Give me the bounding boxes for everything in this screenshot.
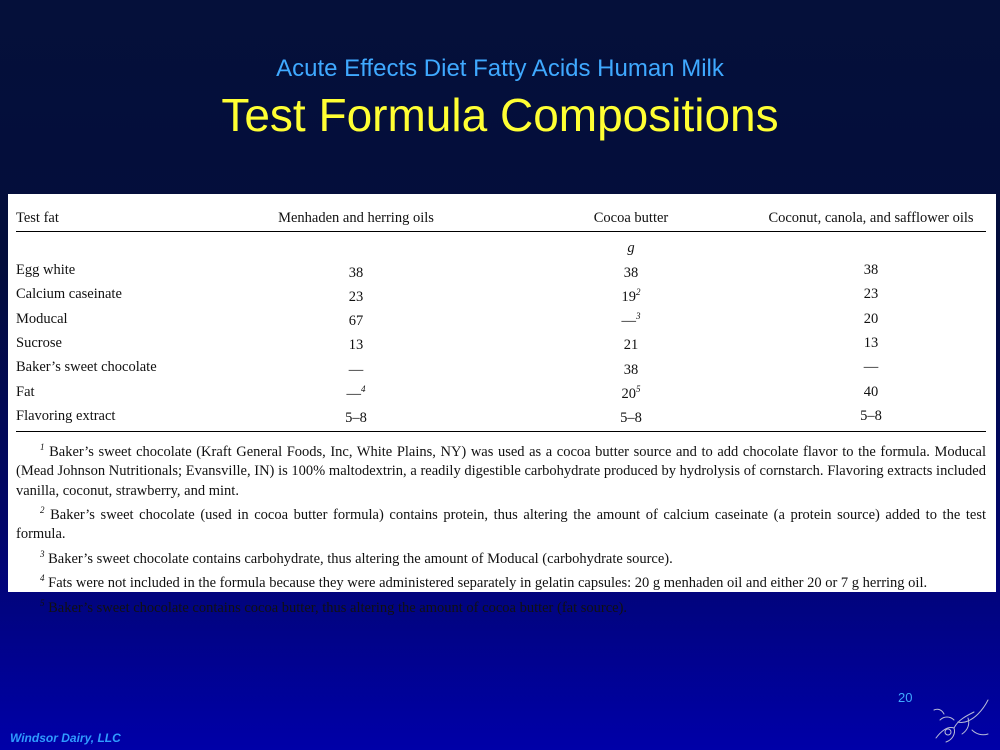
slide-number: 20 bbox=[898, 690, 913, 705]
table-panel bbox=[8, 194, 996, 616]
table-row bbox=[16, 356, 986, 380]
table-cell: $20^5$ bbox=[621, 384, 641, 402]
column-header: Cocoa butter bbox=[506, 202, 756, 232]
table-row bbox=[16, 404, 986, 431]
column-header: Coconut, canola, and safflower oils bbox=[756, 202, 986, 232]
row-label: Moducal bbox=[16, 310, 68, 327]
footnote: $^2$ Baker’s sweet chocolate (used in cocoa butter formula) contains protein, thus altering the amount of calcium caseinate (a protein source) added to the test formula. bbox=[16, 505, 987, 543]
table-row bbox=[16, 259, 986, 283]
table-header-row bbox=[16, 202, 986, 232]
row-label: Egg white bbox=[16, 261, 76, 278]
table-cell: — bbox=[348, 361, 364, 378]
table-cell: 67 bbox=[348, 312, 364, 329]
table-cell: 38 bbox=[623, 264, 639, 281]
table-cell: —$^4$ bbox=[346, 384, 366, 402]
table-cell: 5–8 bbox=[756, 404, 986, 431]
footnote: $^3$ Baker’s sweet chocolate contains carbohydrate, thus altering the amount of Moducal (carbohydrate source). bbox=[40, 548, 673, 567]
slide-subtitle: Acute Effects Diet Fatty Acids Human Milk bbox=[276, 55, 724, 82]
table-cell: — bbox=[863, 359, 879, 376]
table-cell: 5–8 bbox=[206, 404, 506, 431]
row-label: Fat bbox=[16, 383, 35, 400]
row-label: Sucrose bbox=[16, 334, 62, 351]
composition-table bbox=[16, 202, 986, 432]
table-cell: 38 bbox=[623, 361, 639, 378]
logo-sketch-icon bbox=[928, 690, 994, 748]
footnote: $^1$ Baker’s sweet chocolate (Kraft General Foods, Inc, White Plains, NY) was used as a cocoa butter source and to add chocolate flavor to the formula. Moducal (Mead Johnson Nutritionals; Evansville, IN) is 100% maltodextrin, a readily digestible carbohydrate produced by hydrolysis of cornstarch. Flavoring extracts included vanilla, coconut, strawberry, and mint. bbox=[16, 441, 987, 499]
table-cell: 5–8 bbox=[506, 404, 756, 431]
table-cell: 13 bbox=[348, 337, 364, 354]
column-header: Menhaden and herring oils bbox=[206, 202, 506, 232]
table-row bbox=[16, 331, 986, 355]
table-row bbox=[16, 380, 986, 404]
footnote: $^5$ Baker’s sweet chocolate contains cocoa butter, thus altering the amount of cocoa butter (fat source). bbox=[40, 597, 628, 616]
table-cell: 38 bbox=[863, 261, 879, 278]
unit-label: g bbox=[627, 240, 635, 256]
table-cell: 40 bbox=[863, 383, 879, 400]
table-cell: 13 bbox=[863, 334, 879, 351]
footer-label: Windsor Dairy, LLC bbox=[10, 731, 121, 745]
slide-title: Test Formula Compositions bbox=[221, 89, 779, 141]
column-header: Test fat bbox=[16, 202, 206, 232]
table-cell: 21 bbox=[623, 337, 639, 354]
row-label: Baker’s sweet chocolate bbox=[16, 359, 157, 376]
table-row bbox=[16, 283, 986, 307]
table-cell: 38 bbox=[348, 264, 364, 281]
table-cell: 20 bbox=[863, 310, 879, 327]
row-label: Calcium caseinate bbox=[16, 286, 122, 303]
table-cell: $19^2$ bbox=[621, 286, 641, 305]
table-cell: 23 bbox=[348, 288, 364, 305]
footnotes bbox=[16, 438, 986, 618]
table-cell: 23 bbox=[863, 286, 879, 303]
table-row bbox=[16, 307, 986, 331]
unit-row bbox=[16, 232, 986, 259]
row-label: Flavoring extract bbox=[16, 404, 206, 431]
table-cell: —$^3$ bbox=[621, 311, 641, 329]
footnote: $^4$ Fats were not included in the formula because they were administered separately in gelatin capsules: 20 g menhaden oil and either 20 or 7 g herring oil. bbox=[40, 573, 928, 592]
